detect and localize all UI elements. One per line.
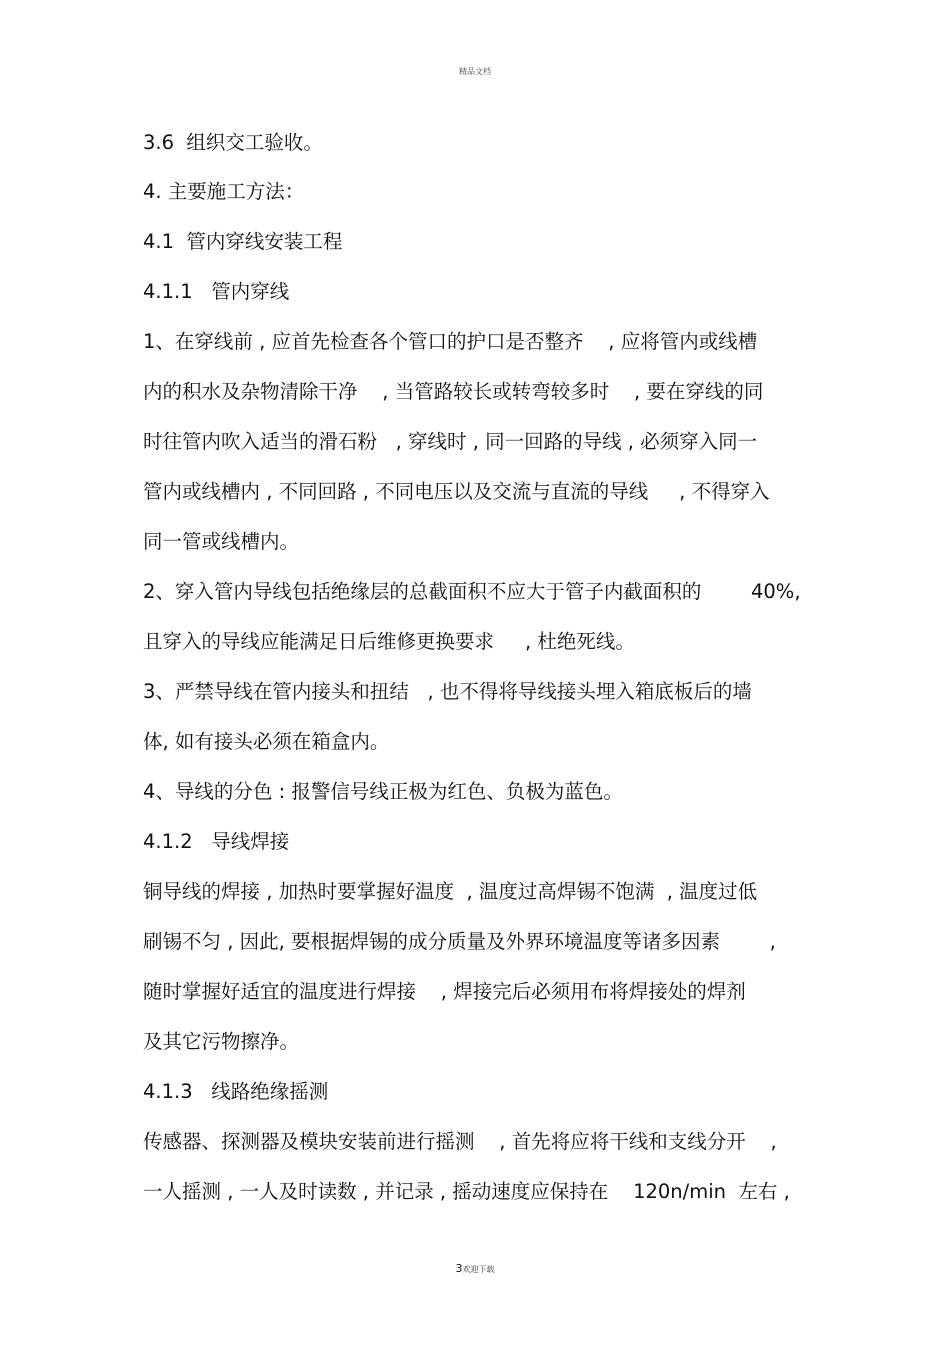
section-heading: 4.1 管内穿线安装工程 (143, 230, 343, 253)
paragraph-line: 1、在穿线前 , 应首先检查各个管口的护口是否整齐 , 应将管内或线槽 (143, 330, 758, 353)
paragraph-line: 时往管内吹入适当的滑石粉 , 穿线时 , 同一回路的导线 , 必须穿入同一 (143, 430, 758, 453)
paragraph-line: 随时掌握好适宜的温度进行焊接 , 焊接完后必须用布将焊接处的焊剂 (143, 980, 746, 1003)
page-footer (0, 1262, 950, 1275)
section-heading: 4. 主要施工方法： (143, 180, 305, 203)
paragraph-line: 3、严禁导线在管内接头和扭结 , 也不得将导线接头埋入箱底板后的墙 (143, 680, 752, 703)
paragraph-line: 及其它污物擦净。 (143, 1030, 300, 1053)
paragraph-line: 刷锡不匀 , 因此, 要根据焊锡的成分质量及外界环境温度等诸多因素 , (143, 930, 776, 953)
paragraph-line: 传感器、探测器及模块安装前进行摇测 , 首先将应将干线和支线分开 , (143, 1130, 777, 1153)
footer-text: 欢迎下载 (462, 1265, 495, 1274)
paragraph-line: 内的积水及杂物清除干净 , 当管路较长或转弯较多时 , 要在穿线的同 (143, 380, 764, 403)
page-header: 精品文档 (459, 67, 491, 76)
paragraph-line: 4、导线的分色 : 报警信号线正极为红色、负极为蓝色。 (143, 780, 623, 803)
paragraph-line: 且穿入的导线应能满足日后维修更换要求 , 杜绝死线。 (143, 630, 635, 653)
paragraph-line: 2、穿入管内导线包括绝缘层的总截面积不应大于管子内截面积的 40%, (143, 580, 801, 603)
section-heading: 3.6 组织交工验收。 (143, 131, 323, 154)
paragraph-line: 同一管或线槽内。 (143, 530, 300, 553)
paragraph-line: 一人摇测 , 一人及时读数 , 并记录 , 摇动速度应保持在 120n/min 左右 , (143, 1180, 790, 1203)
section-heading: 4.1.1 管内穿线 (143, 280, 290, 303)
section-heading: 4.1.3 线路绝缘摇测 (143, 1080, 329, 1103)
paragraph-line: 体, 如有接头必须在箱盒内。 (143, 730, 390, 753)
paragraph-line: 管内或线槽内 , 不同回路 , 不同电压以及交流与直流的导线 , 不得穿入 (143, 480, 770, 503)
paragraph-line: 铜导线的焊接 , 加热时要掌握好温度 , 温度过高焊锡不饱满 , 温度过低 (143, 880, 758, 903)
page-number: 3 (455, 1262, 463, 1275)
section-heading: 4.1.2 导线焊接 (143, 830, 290, 853)
